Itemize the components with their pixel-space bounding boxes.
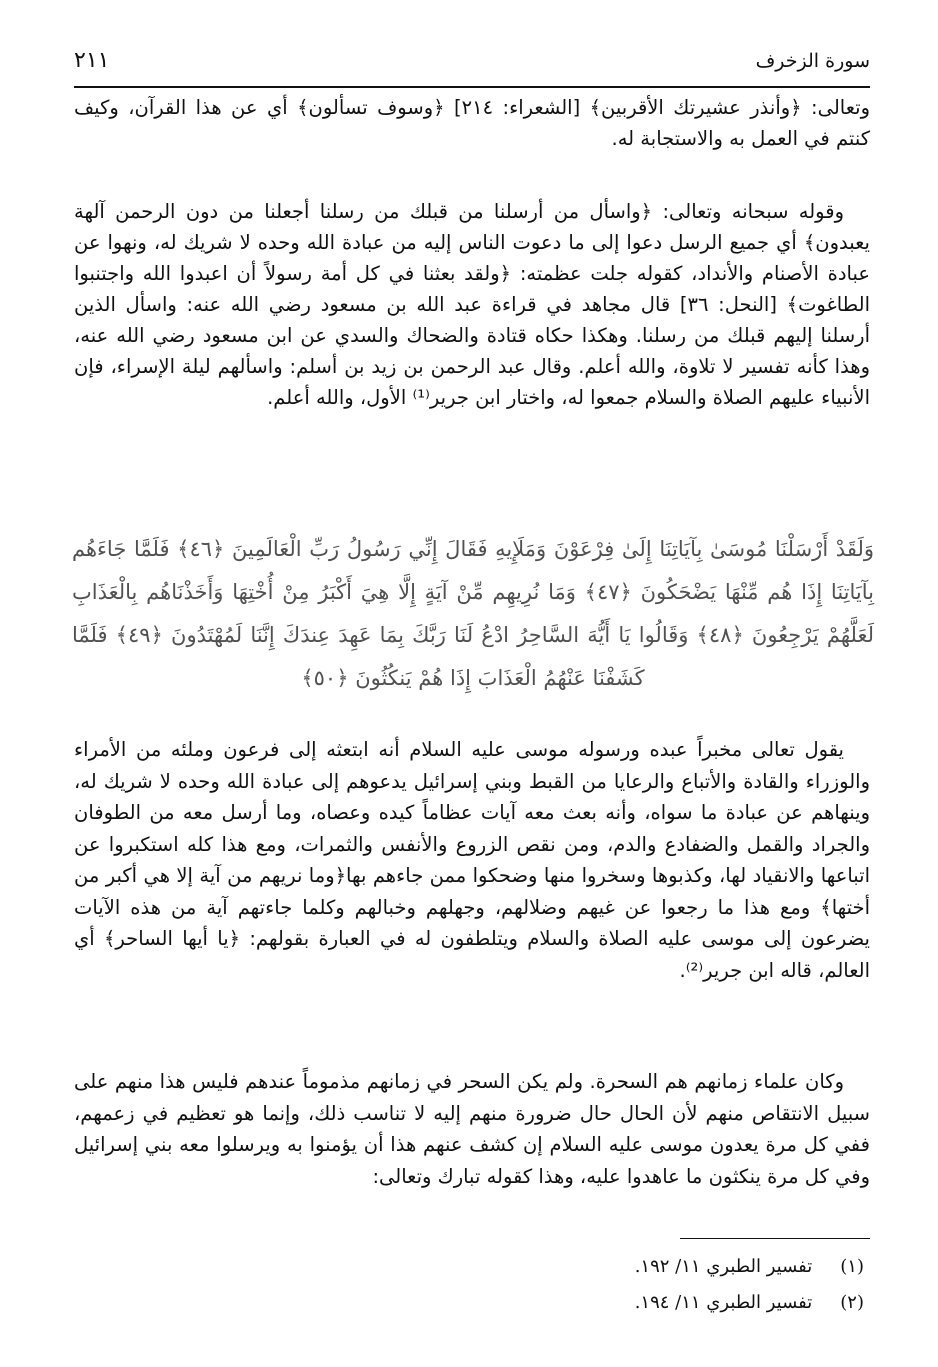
paragraph-intro: وتعالى: ﴿وأنذر عشيرتك الأقربين﴾ [الشعراء: ٢١٤] ﴿وسوف تسألون﴾ أي عن هذا القرآن، وكيف كنتم في العمل به والاستجابة له. [74,96,871,150]
footnote [635,1256,864,1277]
footnote [635,1292,864,1313]
paragraph-scholars: وكان علماء زمانهم هم السحرة. ولم يكن السحر في زمانهم مذموماً عندهم فليس هذا منهم على سبيل الانتقاص منهم لأن الحال حال ضرورة منهم إليه لا تناسب ذلك، وإنما هو تعظيم في زعمهم، ففي كل مرة يعدون موسى عليه السلام إن كشف عنهم هذا أن يؤمنوا به ويرسلوا معه بني إسرائيل وفي كل مرة ينكثون ما عاهدوا عليه، وهذا كقوله تبارك وتعالى: [74,1070,870,1188]
quran-verses: وَلَقَدْ أَرْسَلْنَا مُوسَىٰ بِآيَاتِنَا إِلَىٰ فِرْعَوْنَ وَمَلَإِيهِ فَقَالَ إِنِّي رَسُولُ رَبِّ الْعَالَمِينَ ﴿٤٦﴾ فَلَمَّا جَاءَهُم بِآيَاتِنَا إِذَا هُم مِّنْهَا يَضْحَكُونَ ﴿٤٧﴾ وَمَا نُرِيهِم مِّنْ آيَةٍ إِلَّا هِيَ أَكْبَرُ مِنْ أُخْتِهَا وَأَخَذْنَاهُم بِالْعَذَابِ لَعَلَّهُمْ يَرْجِعُونَ ﴿٤٨﴾ وَقَالُوا يَا أَيُّهَ السَّاحِرُ ادْعُ لَنَا رَبَّكَ بِمَا عَهِدَ عِندَكَ إِنَّنَا لَمُهْتَدُونَ ﴿٤٩﴾ فَلَمَّا كَشَفْنَا عَنْهُمُ الْعَذَابَ إِذَا هُمْ يَنكُثُونَ ﴿٥٠﴾ [72,537,875,690]
page-number: ٢١١ [74,48,110,73]
footnote-number: (٢) [840,1292,864,1313]
surah-title: سورة الزخرف [755,50,870,72]
footnote-text: تفسير الطبري ١١/ ١٩٢. [634,1256,813,1277]
footnote-text: تفسير الطبري ١١/ ١٩٤. [634,1292,813,1313]
footnote-number: (١) [840,1256,864,1277]
paragraph-commentary: يقول تعالى مخبراً عبده ورسوله موسى عليه السلام أنه ابتعثه إلى فرعون وملئه من الأمراء والوزراء والقادة والأتباع والرعايا من القبط وبني إسرائيل يدعوهم إلى عبادة الله وحده لا شريك له، وينهاهم عن عبادة ما سواه، وأنه بعث معه آيات عظاماً كيده وعصاه، وما أرسل معه من الطوفان والجراد والقمل والضفادع والدم، ومن نقص الزروع والأنفس والثمرات، ومع هذا كله استكبروا عن اتباعها والانقياد لها، وكذبوها وسخروا منها وضحكوا ممن جاءهم بها﴿وما نريهم من آية إلا هي أكبر من أختها﴾ ومع هذا ما رجعوا عن غيهم وضلالهم، وجهلهم وخبالهم وكلما جاءتهم آية من هذه الآيات يضرعون إلى موسى عليه الصلاة والسلام ويتلطفون له في العبارة بقولهم: ﴿يا أيها الساحر﴾ أي العالم، قاله ابن جرير⁽²⁾. [74,738,870,982]
header-rule [74,86,870,88]
footnote-rule [680,1238,870,1239]
page-header [74,46,870,86]
paragraph-explanation: وقوله سبحانه وتعالى: ﴿واسأل من أرسلنا من قبلك من رسلنا أجعلنا من دون الرحمن آلهة يعبدون﴾ أي جميع الرسل دعوا إلى ما دعوت الناس إليه من عبادة الله وحده لا شريك له، ونهوا عن عبادة الأصنام والأنداد، كقوله جلت عظمته: ﴿ولقد بعثنا في كل أمة رسولاً أن اعبدوا الله واجتنبوا الطاغوت﴾ [النحل: ٣٦] قال مجاهد في قراءة عبد الله بن مسعود رضي الله عنه: واسأل الذين أرسلنا إليهم قبلك من رسلنا. وهكذا حكاه قتادة والضحاك والسدي عن ابن مسعود رضي الله عنه، وهذا كأنه تفسير لا تلاوة، والله أعلم. وقال عبد الرحمن بن زيد بن أسلم: واسألهم ليلة الإسراء، فإن الأنبياء عليهم الصلاة والسلام جمعوا له، واختار ابن جرير⁽¹⁾ الأول، والله أعلم. [74,200,871,409]
